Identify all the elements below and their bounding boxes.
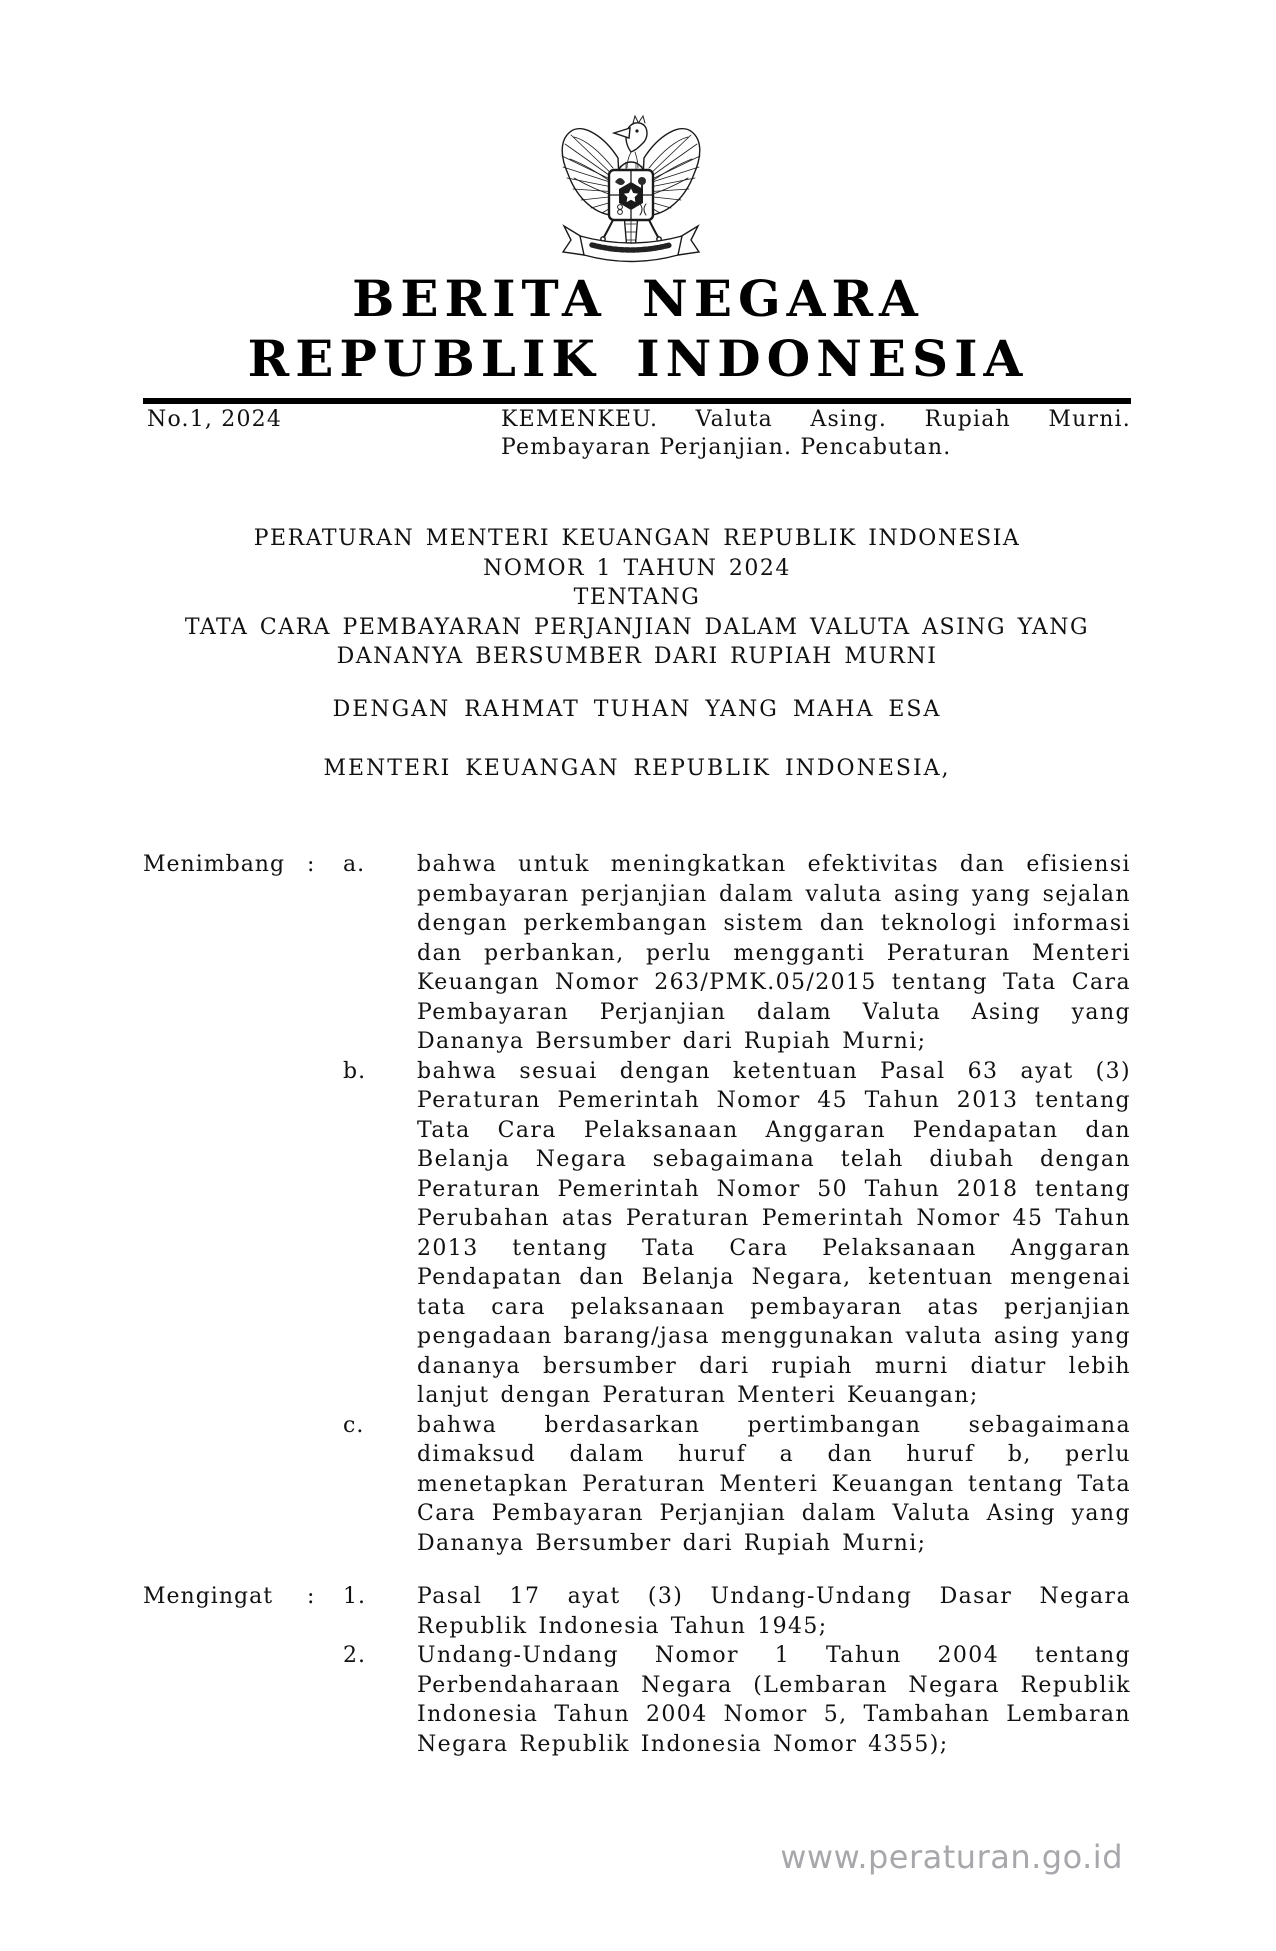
subject-line-2: Pembayaran Perjanjian. Pencabutan.	[501, 434, 952, 460]
mengingat-item-2	[143, 1641, 1131, 1759]
item-marker-c: c.	[343, 1412, 365, 1438]
regulation-title-line5: DANANYA BERSUMBER DARI RUPIAH MURNI	[336, 644, 938, 669]
masthead-title-line1: BERITA NEGARA	[352, 269, 924, 328]
garuda-pancasila-icon	[558, 112, 704, 269]
item-text-2: Undang-Undang Nomor 1 Tahun 2004 tentang Perbendaharaan Negara (Lembaran Negara Republik Indonesia Tahun 2004 Nomor 5, Tambahan Lembaran Negara Republik Indonesia Nomor 4355);	[417, 1643, 1131, 1757]
regulation-title	[143, 524, 1131, 672]
item-text-a: bahwa untuk meningkatkan efektivitas dan efisiensi pembayaran perjanjian dalam valuta asing yang sejalan dengan perkembangan sistem dan teknologi informasi dan perbankan, perlu mengganti Peraturan Menteri Keuangan Nomor 263/PMK.05/2015 tentang Tata Cara Pembayaran Perjanjian dalam Valuta Asing yang Dananya Bersumber dari Rupiah Murni;	[417, 852, 1131, 1054]
regulation-title-line1: PERATURAN MENTERI KEUANGAN REPUBLIK INDONESIA	[253, 526, 1021, 551]
mengingat-item-1	[143, 1582, 1131, 1641]
menimbang-label: Menimbang	[143, 852, 286, 877]
masthead-divider-rule	[143, 398, 1131, 404]
item-text-1: Pasal 17 ayat (3) Undang-Undang Dasar Negara Republik Indonesia Tahun 1945;	[417, 1584, 1131, 1639]
regulation-title-line3: TENTANG	[573, 585, 701, 610]
menimbang-item-c	[143, 1411, 1131, 1559]
menimbang-colon: :	[307, 852, 316, 877]
authority-line: MENTERI KEUANGAN REPUBLIK INDONESIA,	[323, 756, 951, 781]
gazette-issue-number: No.1, 2024	[147, 407, 283, 432]
mengingat-section	[143, 1582, 1131, 1759]
mengingat-colon: :	[307, 1584, 316, 1609]
item-marker-2: 2.	[343, 1643, 366, 1668]
menimbang-item-a	[143, 850, 1131, 1057]
menimbang-section	[143, 850, 1131, 1558]
mengingat-label: Mengingat	[143, 1584, 274, 1609]
masthead-title-line2: REPUBLIK INDONESIA	[247, 329, 1029, 388]
menimbang-item-b	[143, 1057, 1131, 1411]
regulation-title-line2: NOMOR 1 TAHUN 2024	[483, 555, 791, 581]
garuda-pancasila-emblem	[558, 112, 704, 269]
regulation-title-line4: TATA CARA PEMBAYARAN PERJANJIAN DALAM VALUTA ASING YANG	[184, 614, 1090, 640]
invocation-line: DENGAN RAHMAT TUHAN YANG MAHA ESA	[332, 697, 942, 722]
item-marker-b: b.	[343, 1058, 367, 1084]
item-text-c: bahwa berdasarkan pertimbangan sebagaimana dimaksud dalam huruf a dan huruf b, perlu menetapkan Peraturan Menteri Keuangan tentang Tata Cara Pembayaran Perjanjian dalam Valuta Asing yang Dananya Bersumber dari Rupiah Murni;	[417, 1412, 1131, 1556]
watermark-url: www.peraturan.go.id	[780, 1838, 1123, 1876]
item-marker-1: 1.	[343, 1584, 366, 1609]
gazette-subject-abstract	[501, 406, 1131, 461]
item-text-b: bahwa sesuai dengan ketentuan Pasal 63 ayat (3) Peraturan Pemerintah Nomor 45 Tahun 2013 tentang Tata Cara Pelaksanaan Anggaran Pendapatan dan Belanja Negara sebagaimana telah diubah dengan Peraturan Pemerintah Nomor 50 Tahun 2018 tentang Perubahan atas Peraturan Pemerintah Nomor 45 Tahun 2013 tentang Tata Cara Pelaksanaan Anggaran Pendapatan dan Belanja Negara, ketentuan mengenai tata cara pelaksanaan pembayaran atas perjanjian pengadaan barang/jasa menggunakan valuta asing yang dananya bersumber dari rupiah murni diatur lebih lanjut dengan Peraturan Menteri Keuangan;	[417, 1058, 1131, 1408]
subject-line-1: KEMENKEU. Valuta Asing. Rupiah Murni.	[501, 407, 1131, 432]
item-marker-a: a.	[343, 852, 366, 877]
